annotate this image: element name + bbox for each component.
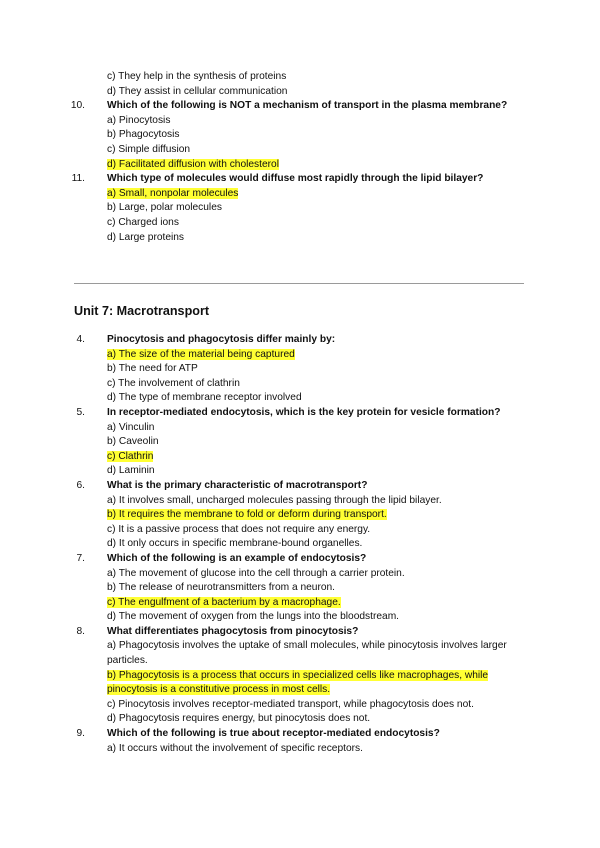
option-row [89,450,529,465]
option-row [89,391,529,406]
option-row [89,128,529,143]
question-item [71,172,529,245]
option-row [89,143,529,158]
option-row [89,581,529,596]
option-row [89,231,529,246]
question-text: Which of the following is NOT a mechanism of transport in the plasma membrane? [107,100,508,112]
option-row [89,114,529,129]
option-row [89,158,529,173]
question-text: In receptor-mediated endocytosis, which is the key protein for vesicle formation? [107,406,501,418]
question-item [76,406,529,479]
option-row [89,187,529,202]
option-row [89,508,529,523]
question-number: 9. [76,728,85,740]
option: c) Pinocytosis involves receptor-mediated transport, while phagocytosis does not. [107,698,474,710]
question-text: What is the primary characteristic of macrotransport? [107,479,368,491]
option: a) It occurs without the involvement of specific receptors. [107,742,363,754]
section-divider [74,283,524,284]
option: a) Vinculin [107,421,155,433]
question-item [76,479,529,552]
option-row [89,494,529,509]
question-number: 10. [70,100,85,112]
option-row [89,669,529,698]
option: b) The need for ATP [107,363,198,375]
option: d) It only occurs in specific membrane-bound organelles. [107,538,363,550]
option-row [89,216,529,231]
option-row [89,201,529,216]
option: d) Laminin [107,465,155,477]
question-number: 7. [76,552,85,564]
option-row [89,348,529,363]
unit-questions-block [76,333,529,756]
question-list [76,333,529,756]
question-number: 6. [76,479,85,491]
option-row [89,523,529,538]
question-text: Which of the following is true about receptor-mediated endocytosis? [107,728,440,740]
question-number: 8. [76,625,85,637]
option: c) It is a passive process that does not require any energy. [107,523,371,535]
option: c) Simple diffusion [107,143,191,155]
option-row [89,421,529,436]
option-row [89,596,529,611]
option: c) Charged ions [107,216,179,228]
question-list [70,99,529,245]
question-item [76,552,529,625]
question-number: 5. [76,406,85,418]
unit-title: Unit 7: Macrotransport [74,304,210,318]
option: d) The type of membrane receptor involved [107,392,302,404]
option-row [89,435,529,450]
question-item [70,99,529,172]
option: d) Large proteins [107,231,185,243]
highlighted-answer: b) It requires the membrane to fold or deform during transport. [107,509,387,521]
question-text: Which of the following is an example of endocytosis? [107,552,367,564]
option-row [89,464,529,479]
option: a) Pinocytosis [107,114,171,126]
highlighted-answer: a) Small, nonpolar molecules [107,187,239,199]
question-text: Pinocytosis and phagocytosis differ mainly by: [107,334,336,345]
question-number: 4. [76,334,85,345]
previous-questions-block [70,70,529,245]
option: c) The involvement of clathrin [107,377,240,389]
highlighted-answer: b) Phagocytosis is a process that occurs in specialized cells like macrophages, while pinocytosis is a constitutive process in most cells. [107,669,489,696]
highlighted-answer: c) The engulfment of a bacterium by a macrophage. [107,596,341,608]
option: a) The movement of glucose into the cell through a carrier protein. [107,567,405,579]
question-text: Which type of molecules would diffuse most rapidly through the lipid bilayer? [107,173,484,185]
option: d) The movement of oxygen from the lungs into the bloodstream. [107,611,400,623]
option-row [89,567,529,582]
option: b) Phagocytosis [107,129,180,141]
question-number: 11. [71,173,85,185]
question-item [76,625,529,727]
carry-over-options [89,70,529,99]
option-row [89,362,529,377]
highlighted-answer: d) Facilitated diffusion with cholesterol [107,158,279,170]
option: b) Large, polar molecules [107,202,222,214]
option: d) They assist in cellular communication [107,85,288,97]
option-row [89,610,529,625]
option: c) They help in the synthesis of proteins [107,71,287,82]
option: a) It involves small, uncharged molecules passing through the lipid bilayer. [107,494,442,506]
option: a) Phagocytosis involves the uptake of small molecules, while pinocytosis involves larger particles. [107,640,507,667]
option-row [89,742,529,757]
question-item [76,727,529,756]
option-row [89,377,529,392]
option-row [89,698,529,713]
highlighted-answer: a) The size of the material being captured [107,348,295,360]
highlighted-answer: c) Clathrin [107,450,154,462]
question-item [76,333,529,406]
option: d) Phagocytosis requires energy, but pinocytosis does not. [107,713,371,725]
option: b) Caveolin [107,436,159,448]
option: b) The release of neurotransmitters from a neuron. [107,582,336,594]
question-text: What differentiates phagocytosis from pinocytosis? [107,625,359,637]
option-row [89,639,529,668]
option-row [89,537,529,552]
option-row [89,712,529,727]
